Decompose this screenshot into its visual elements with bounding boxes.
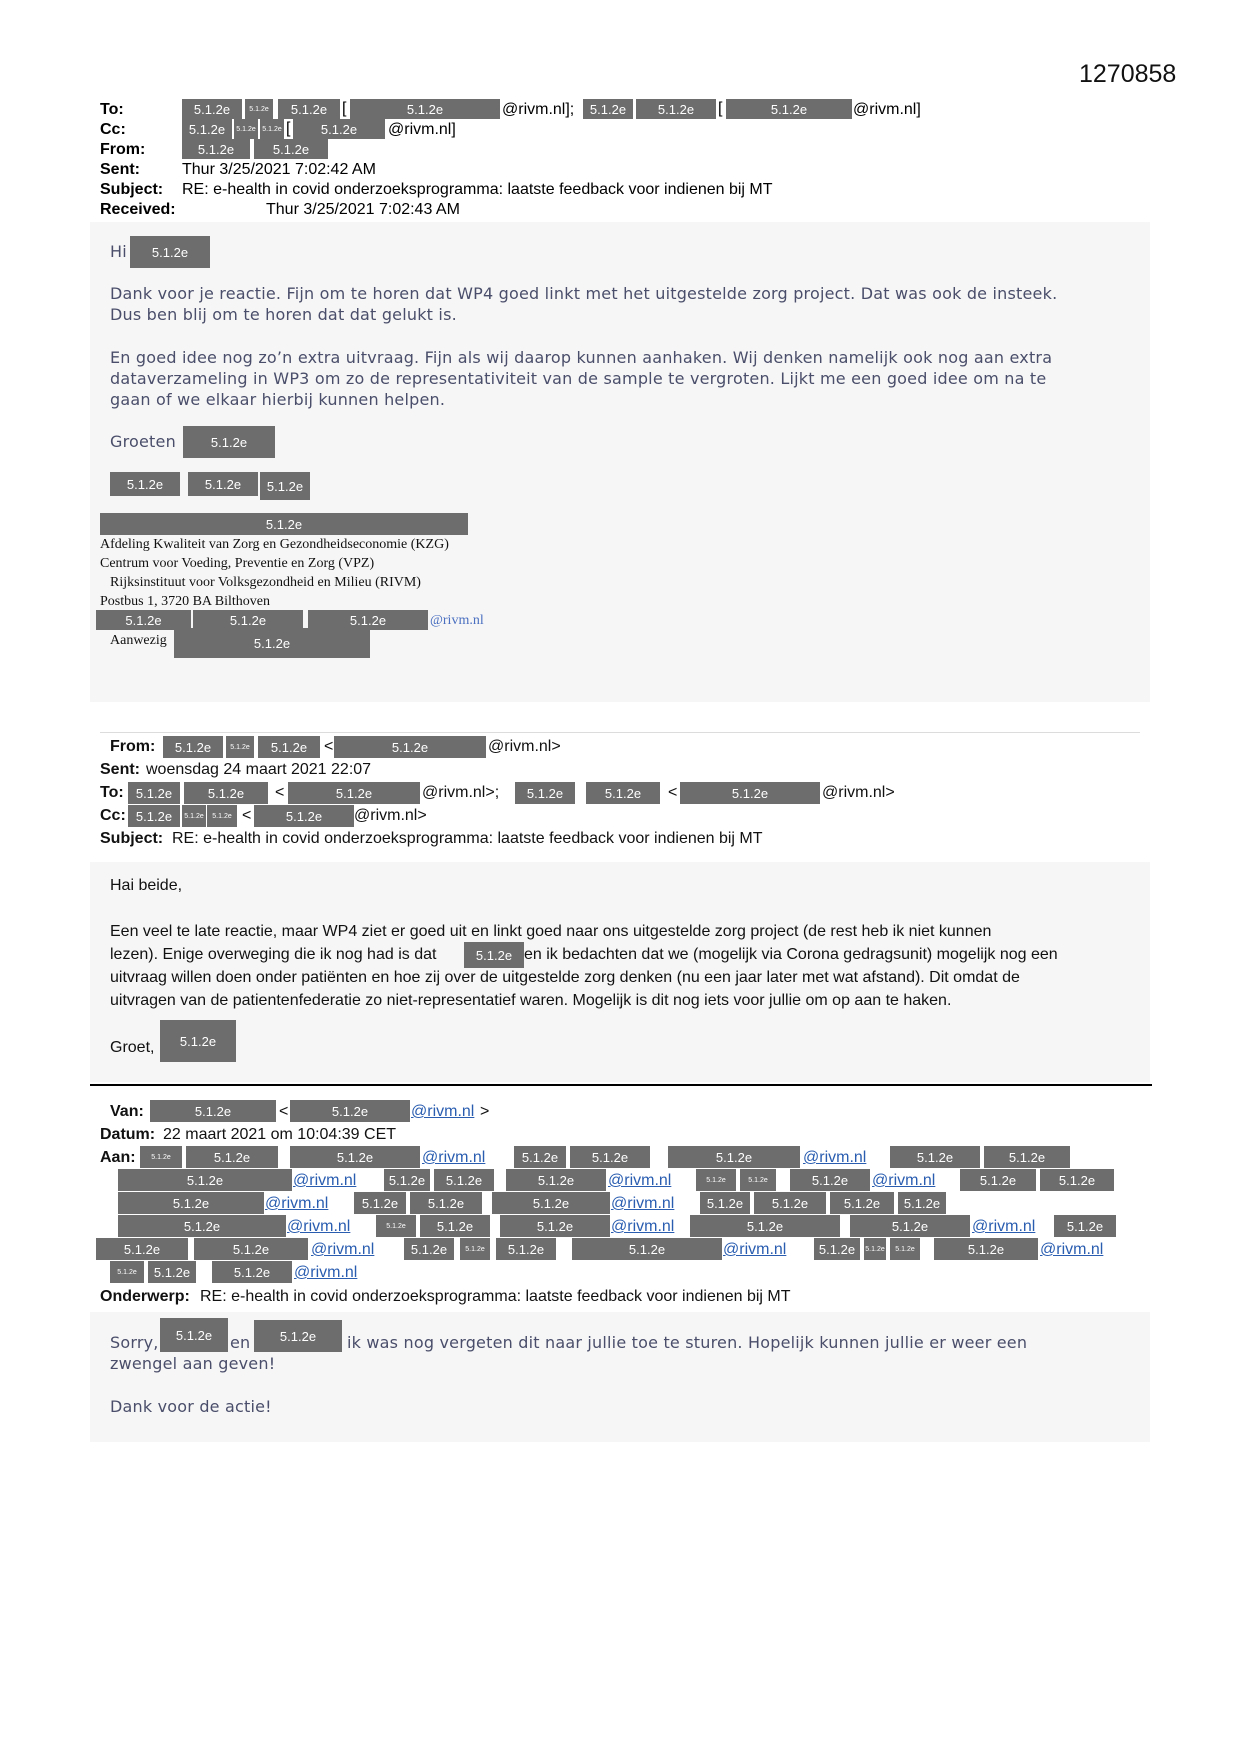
to-domain-2: @rivm.nl]: [853, 101, 921, 118]
closing: Groet,: [110, 1039, 155, 1056]
redaction: 5.1.2e: [1040, 1169, 1114, 1191]
redaction: 5.1.2e: [460, 1238, 490, 1260]
redaction: 5.1.2e: [434, 1169, 494, 1191]
redaction: 5.1.2e: [96, 1238, 188, 1260]
redaction: 5.1.2e: [118, 1169, 292, 1191]
redaction: 5.1.2e: [226, 736, 254, 758]
body-line: Dank voor je reactie. Fijn om te horen dat WP4 goed linkt met het uitgestelde zorg project. Dat was ook de insteek.: [110, 284, 1058, 303]
body-line: lezen). Enige overweging die ik nog had is dat: [110, 946, 437, 963]
onderwerp-label: Onderwerp:: [100, 1288, 190, 1305]
recipient-email[interactable]: @rivm.nl: [1040, 1241, 1104, 1258]
body-line: En goed idee nog zo’n extra uitvraag. Fijn als wij daarop kunnen aanhaken. Wij denken namelijk ook nog aan extra: [110, 348, 1053, 367]
onderwerp-value: RE: e-health in covid onderzoeksprogramma: laatste feedback voor indienen bij MT: [200, 1288, 791, 1305]
body-line: uitvraag willen doen onder patiënten en hoe zij over de uitgestelde zorg denken (nu een jaar later met wat afstand). Dit omdat de: [110, 969, 1020, 986]
body-line: gaan of we elkaar hierbij kunnen helpen.: [110, 390, 446, 409]
redaction: 5.1.2e: [583, 99, 633, 119]
redaction: 5.1.2e: [586, 782, 660, 804]
redaction: 5.1.2e: [890, 1238, 920, 1260]
redaction: 5.1.2e: [163, 736, 223, 758]
recipient-email[interactable]: @rivm.nl: [611, 1218, 675, 1235]
sent-label: Sent:: [100, 161, 140, 178]
redaction: 5.1.2e: [690, 1215, 840, 1237]
received-label: Received:: [100, 201, 176, 218]
redaction: 5.1.2e: [668, 1146, 800, 1168]
redaction: 5.1.2e: [110, 1261, 144, 1283]
signature-line: Rijksinstituut voor Volksgezondheid en Milieu (RIVM): [110, 575, 421, 590]
cc-label: Cc:: [100, 121, 126, 138]
redaction: 5.1.2e: [183, 426, 275, 458]
redaction: 5.1.2e: [696, 1169, 736, 1191]
redaction: 5.1.2e: [506, 1169, 606, 1191]
redaction: 5.1.2e: [814, 1238, 860, 1260]
redaction: 5.1.2e: [636, 99, 716, 119]
van-email[interactable]: @rivm.nl: [411, 1103, 475, 1120]
body-line: Een veel te late reactie, maar WP4 ziet er goed uit en linkt goed naar ons uitgestelde zorg project (de rest heb ik niet kunnen: [110, 923, 992, 940]
redaction: 5.1.2e: [254, 1320, 342, 1352]
body-text: zwengel aan geven!: [110, 1354, 276, 1373]
redaction: 5.1.2e: [100, 513, 468, 535]
redaction: 5.1.2e: [404, 1238, 454, 1260]
from-label: From:: [100, 141, 146, 158]
redaction: 5.1.2e: [184, 782, 268, 804]
recipient-email[interactable]: @rivm.nl: [287, 1218, 351, 1235]
redaction: 5.1.2e: [174, 628, 370, 658]
datum-value: 22 maart 2021 om 10:04:39 CET: [163, 1126, 397, 1143]
greeting: Hi: [110, 242, 127, 261]
redaction: 5.1.2e: [680, 782, 820, 804]
redaction: 5.1.2e: [207, 805, 237, 827]
to-label: To:: [100, 101, 124, 118]
redaction: 5.1.2e: [934, 1238, 1038, 1260]
aan-label: Aan:: [100, 1149, 136, 1166]
redaction: 5.1.2e: [570, 1146, 650, 1168]
sent-label: Sent:: [100, 761, 140, 778]
signature-line: Afdeling Kwaliteit van Zorg en Gezondheidseconomie (KZG): [100, 537, 449, 552]
recipient-email[interactable]: @rivm.nl: [611, 1195, 675, 1212]
body-line: Dus ben blij om te horen dat dat gelukt is.: [110, 305, 457, 324]
subject-value: RE: e-health in covid onderzoeksprogramma: laatste feedback voor indienen bij MT: [172, 830, 763, 847]
redaction: 5.1.2e: [464, 942, 524, 968]
to-domain-1: @rivm.nl>;: [422, 784, 500, 801]
redaction: 5.1.2e: [186, 1146, 278, 1168]
sent-value: Thur 3/25/2021 7:02:42 AM: [182, 161, 376, 178]
redaction: 5.1.2e: [128, 805, 180, 827]
redaction: 5.1.2e: [740, 1169, 776, 1191]
redaction: 5.1.2e: [260, 119, 284, 139]
redaction: 5.1.2e: [160, 1318, 228, 1352]
redaction: 5.1.2e: [182, 805, 206, 827]
datum-label: Datum:: [100, 1126, 156, 1143]
cc-domain: @rivm.nl]: [388, 121, 456, 138]
redaction: 5.1.2e: [290, 1100, 410, 1122]
recipient-email[interactable]: @rivm.nl: [293, 1172, 357, 1189]
redaction: 5.1.2e: [376, 1215, 416, 1237]
recipient-email[interactable]: @rivm.nl: [311, 1241, 375, 1258]
redaction: 5.1.2e: [898, 1192, 946, 1214]
redaction: 5.1.2e: [188, 472, 258, 496]
recipient-email[interactable]: @rivm.nl: [972, 1218, 1036, 1235]
redaction: 5.1.2e: [212, 1261, 292, 1283]
van-label: Van:: [110, 1103, 144, 1120]
subject-label: Subject:: [100, 830, 164, 847]
recipient-email[interactable]: @rivm.nl: [803, 1149, 867, 1166]
redaction: 5.1.2e: [960, 1169, 1036, 1191]
redaction: 5.1.2e: [754, 1192, 826, 1214]
redaction: 5.1.2e: [984, 1146, 1070, 1168]
redaction: 5.1.2e: [726, 99, 852, 119]
signature-availability: Aanwezig: [110, 633, 167, 648]
redaction: 5.1.2e: [420, 1215, 490, 1237]
to-label: To:: [100, 784, 124, 801]
body-text: ik was nog vergeten dit naar jullie toe te sturen. Hopelijk kunnen jullie er weer een: [347, 1333, 1028, 1352]
redaction: 5.1.2e: [354, 1192, 406, 1214]
recipient-email[interactable]: @rivm.nl: [265, 1195, 329, 1212]
signature-line: Postbus 1, 3720 BA Bilthoven: [100, 594, 270, 609]
redaction: 5.1.2e: [110, 472, 180, 496]
redaction: 5.1.2e: [148, 1261, 196, 1283]
redaction: 5.1.2e: [245, 99, 273, 119]
body-line: en ik bedachten dat we (mogelijk via Corona gedragsunit) mogelijk nog een: [524, 946, 1058, 963]
greeting: Hai beide,: [110, 877, 183, 894]
redaction: 5.1.2e: [864, 1238, 886, 1260]
redaction: 5.1.2e: [130, 236, 210, 268]
redaction: 5.1.2e: [182, 139, 250, 159]
body-text: Sorry,: [110, 1333, 159, 1352]
recipient-email[interactable]: @rivm.nl: [608, 1172, 672, 1189]
redaction: 5.1.2e: [293, 119, 385, 139]
sent-value: woensdag 24 maart 2021 22:07: [146, 761, 372, 778]
redaction: 5.1.2e: [194, 1238, 308, 1260]
body-text: en: [230, 1333, 251, 1352]
redaction: 5.1.2e: [182, 119, 232, 139]
recipient-email[interactable]: @rivm.nl: [422, 1149, 486, 1166]
cc-label: Cc:: [100, 807, 126, 824]
to-domain-2: @rivm.nl>: [822, 784, 895, 801]
closing: Groeten: [110, 432, 176, 451]
redaction: 5.1.2e: [515, 782, 575, 804]
redaction: 5.1.2e: [1054, 1215, 1116, 1237]
to-domain-1: @rivm.nl];: [502, 101, 575, 118]
redaction: 5.1.2e: [350, 99, 500, 119]
redaction: 5.1.2e: [496, 1238, 556, 1260]
redaction: 5.1.2e: [254, 139, 328, 159]
redaction: 5.1.2e: [118, 1215, 286, 1237]
received-value: Thur 3/25/2021 7:02:43 AM: [266, 201, 460, 218]
redaction: 5.1.2e: [384, 1169, 430, 1191]
redaction: 5.1.2e: [572, 1238, 722, 1260]
body-line: dataverzameling in WP3 om zo de representativiteit van de sample te vergroten. Lijkt me een goed idee om na te: [110, 369, 1047, 388]
subject-value: RE: e-health in covid onderzoeksprogramma: laatste feedback voor indienen bij MT: [182, 181, 773, 198]
redaction: 5.1.2e: [128, 782, 180, 804]
redaction: 5.1.2e: [288, 782, 420, 804]
from-label: From:: [110, 738, 156, 755]
redaction: 5.1.2e: [254, 805, 354, 827]
redaction: 5.1.2e: [118, 1192, 264, 1214]
body-text: Dank voor de actie!: [110, 1397, 272, 1416]
redaction: 5.1.2e: [308, 610, 428, 630]
cc-domain: @rivm.nl>: [354, 807, 427, 824]
redaction: 5.1.2e: [278, 99, 340, 119]
signature-email: @rivm.nl: [430, 613, 484, 628]
redaction: 5.1.2e: [182, 99, 242, 119]
redaction: 5.1.2e: [492, 1192, 610, 1214]
redaction: 5.1.2e: [830, 1192, 894, 1214]
recipient-email[interactable]: @rivm.nl: [294, 1264, 358, 1281]
body-line: uitvragen van de patientenfederatie zo niet-representatief waren. Mogelijk is dit nog iets voor jullie om op aan te haken.: [110, 992, 952, 1009]
redaction: 5.1.2e: [700, 1192, 750, 1214]
redaction: 5.1.2e: [410, 1192, 482, 1214]
redaction: 5.1.2e: [890, 1146, 980, 1168]
redaction: 5.1.2e: [193, 610, 303, 630]
redaction: 5.1.2e: [96, 610, 191, 630]
redaction: 5.1.2e: [140, 1146, 182, 1168]
redaction: 5.1.2e: [790, 1169, 870, 1191]
document-id: 1270858: [1079, 60, 1177, 88]
redaction: 5.1.2e: [260, 472, 310, 500]
recipient-email[interactable]: @rivm.nl: [723, 1241, 787, 1258]
redaction: 5.1.2e: [850, 1215, 970, 1237]
redaction: 5.1.2e: [290, 1146, 420, 1168]
signature-line: Centrum voor Voeding, Preventie en Zorg (VPZ): [100, 556, 375, 571]
subject-label: Subject:: [100, 181, 164, 198]
redaction: 5.1.2e: [160, 1020, 236, 1062]
redaction: 5.1.2e: [150, 1100, 276, 1122]
recipient-email[interactable]: @rivm.nl: [872, 1172, 936, 1189]
redaction: 5.1.2e: [258, 736, 320, 758]
redaction: 5.1.2e: [514, 1146, 566, 1168]
redaction: 5.1.2e: [234, 119, 258, 139]
from-domain: @rivm.nl>: [488, 738, 561, 755]
redaction: 5.1.2e: [334, 736, 486, 758]
redaction: 5.1.2e: [500, 1215, 610, 1237]
